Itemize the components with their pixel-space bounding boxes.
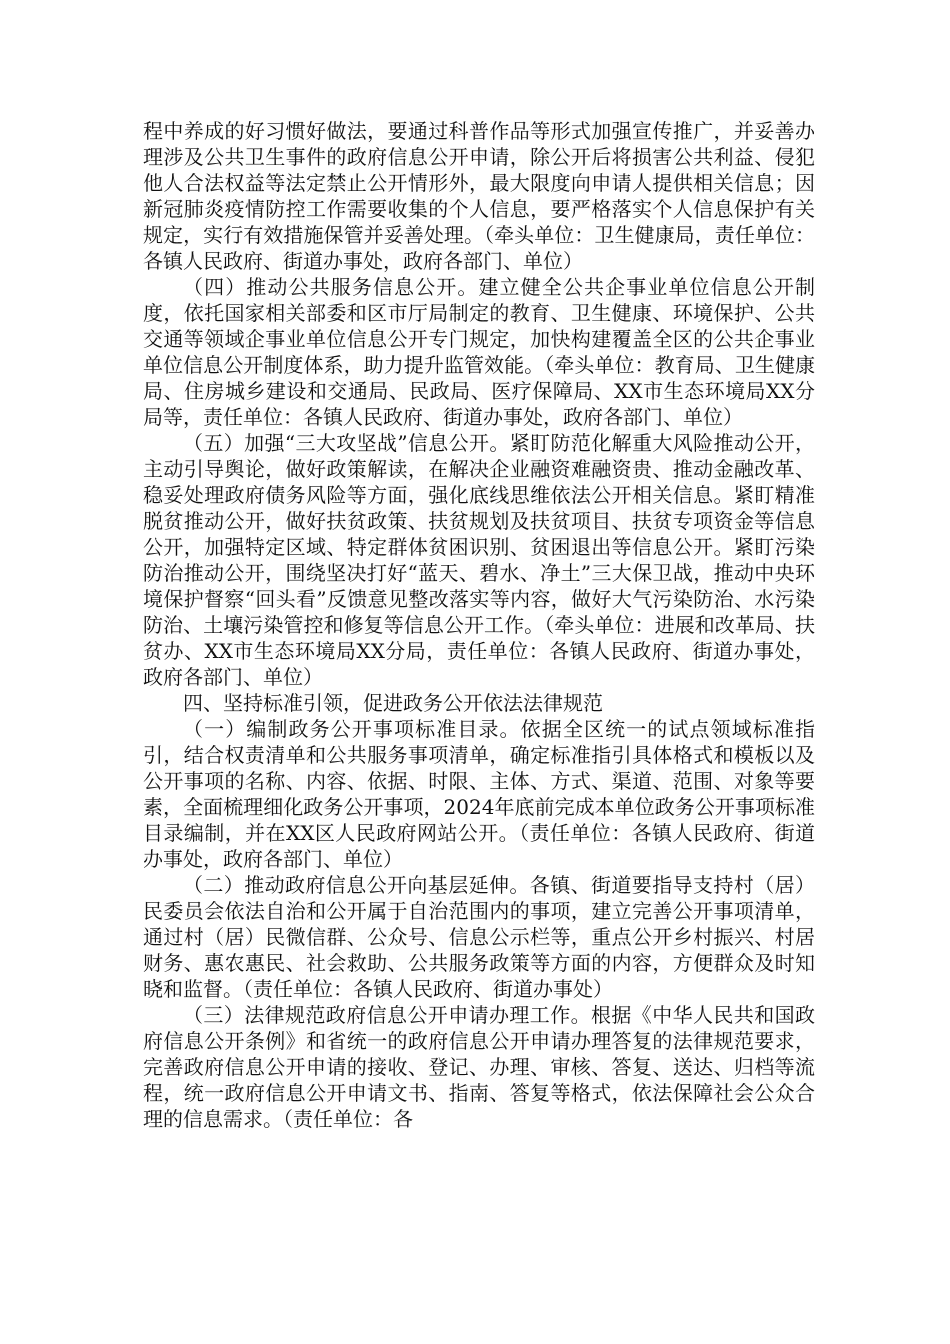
paragraph-standard-catalog: （一）编制政务公开事项标准目录。依据全区统一的试点领域标准指引，结合权责清单和公共服务事项清单，确定标准指引具体格式和模板以及公开事项的名称、内容、依据、时限、主体、方式、渠道、范围、对象等要素，全面梳理细化政务公开事项，2024年底前完成本单位政务公开事项标准目录编制，并在XX区人民政府网站公开。（责任单位：各镇人民政府、街道办事处，政府各部门、单位） (143, 717, 815, 871)
document-page (143, 118, 815, 1132)
paragraph-three-battles-info: （五）加强“三大攻坚战”信息公开。紧盯防范化解重大风险推动公开，主动引导舆论，做好政策解读，在解决企业融资难融资贵、推动金融改革、稳妥处理政府债务风险等方面，强化底线思维依法公开相关信息。紧盯精准脱贫推动公开，做好扶贫政策、扶贫规划及扶贫项目、扶贫专项资金等信息公开，加强特定区域、特定群体贫困识别、贫困退出等信息公开。紧盯污染防治推动公开，围绕坚决打好“蓝天、碧水、净土”三大保卫战，推动中央环境保护督察“回头看”反馈意见整改落实等内容，做好大气污染防治、水污染防治、土壤污染管控和修复等信息公开工作。（牵头单位：进展和改革局、扶贫办、XX市生态环境局XX分局，责任单位：各镇人民政府、街道办事处，政府各部门、单位） (143, 431, 815, 689)
paragraph-grassroots-extension: （二）推动政府信息公开向基层延伸。各镇、街道要指导支持村（居）民委员会依法自治和公开属于自治范围内的事项，建立完善公开事项清单，通过村（居）民微信群、公众号、信息公示栏等，重点公开乡村振兴、村居财务、惠农惠民、社会救助、公共服务政策等方面的内容，方便群众及时知晓和监督。（责任单位：各镇人民政府、街道办事处） (143, 873, 815, 1001)
paragraph-application-handling: （三）法律规范政府信息公开申请办理工作。根据《中华人民共和国政府信息公开条例》和省统一的政府信息公开申请办理答复的法律规范要求，完善政府信息公开申请的接收、登记、办理、审核、答复、送达、归档等流程，统一政府信息公开申请文书、指南、答复等格式，依法保障社会公众合理的信息需求。（责任单位：各 (143, 1003, 815, 1131)
section-heading-standards: 四、坚持标准引领，促进政务公开依法法律规范 (183, 691, 603, 715)
paragraph-public-service-info: （四）推动公共服务信息公开。建立健全公共企事业单位信息公开制度，依托国家相关部委和区市厅局制定的教育、卫生健康、环境保护、公共交通等领域企事业单位信息公开专门规定，加快构建覆盖全区的公共企事业单位信息公开制度体系，助力提升监管效能。（牵头单位：教育局、卫生健康局、住房城乡建设和交通局、民政局、医疗保障局、XX市生态环境局XX分局等，责任单位：各镇人民政府、街道办事处，政府各部门、单位） (143, 275, 815, 429)
paragraph-health-info: 程中养成的好习惯好做法，要通过科普作品等形式加强宣传推广，并妥善办理涉及公共卫生事件的政府信息公开申请，除公开后将损害公共利益、侵犯他人合法权益等法定禁止公开情形外，最大限度向申请人提供相关信息；因新冠肺炎疫情防控工作需要收集的个人信息，要严格落实个人信息保护有关规定，实行有效措施保管并妥善处理。（牵头单位：卫生健康局，责任单位：各镇人民政府、街道办事处，政府各部门、单位） (143, 119, 815, 273)
